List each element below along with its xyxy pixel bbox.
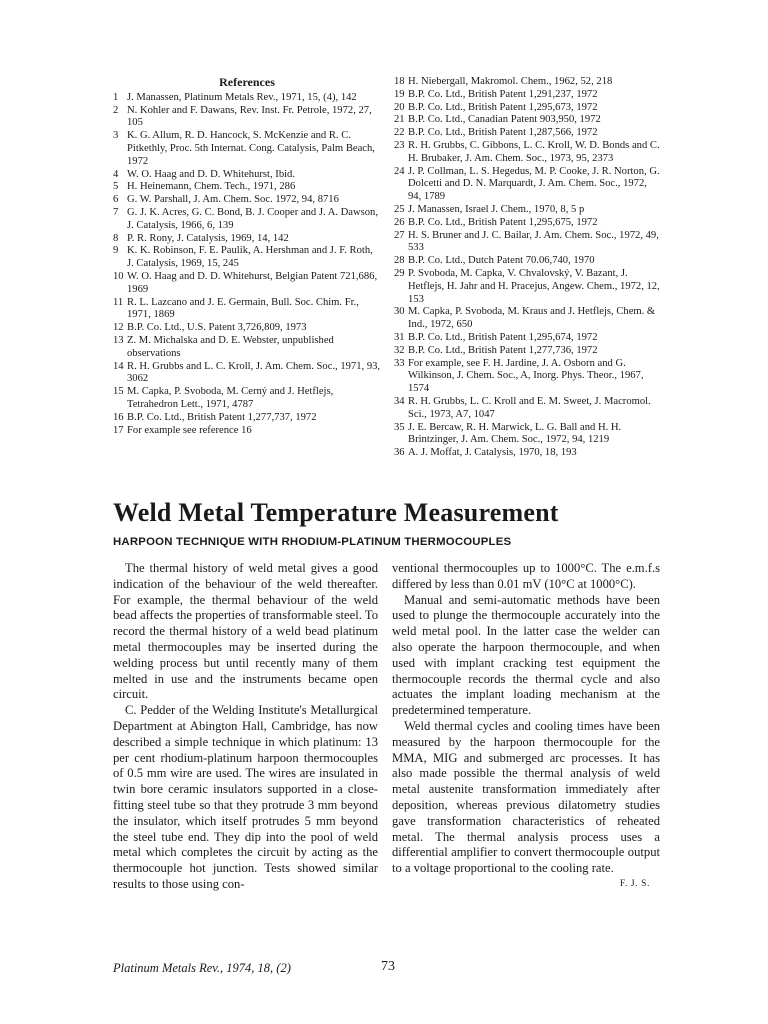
reference-item — [113, 194, 381, 207]
reference-text: M. Capka, P. Svoboda, M. Cerný and J. Hetflejs, Tetrahedron Lett., 1971, 4787 — [127, 386, 334, 410]
reference-number: 20 — [394, 101, 405, 113]
reference-text: H. Heinemann, Chem. Tech., 1971, 286 — [127, 181, 296, 193]
reference-text: B.P. Co. Ltd., Canadian Patent 903,950, 1972 — [408, 114, 601, 126]
page-number: 73 — [381, 959, 395, 974]
body-paragraph: The thermal history of weld metal gives a good indication of the behaviour of the weld thereafter. For example, the thermal behaviour of the weld bead affects the properties of transformable steel. To record the thermal history of a weld bead platinum metal thermocouples may be inserted during the welding process but until recently many of them melted in use and the instruments became open circuit. — [113, 561, 378, 702]
reference-text: W. O. Haag and D. D. Whitehurst, Belgian Patent 721,686, 1969 — [127, 270, 378, 295]
footer-citation — [113, 961, 291, 976]
author-initials: F. J. S. — [619, 878, 650, 889]
reference-text: For example see reference 16 — [127, 424, 252, 436]
reference-number: 2 — [113, 104, 119, 116]
references-heading: References — [219, 75, 275, 89]
references-column-right — [394, 76, 660, 460]
reference-number: 24 — [394, 165, 405, 177]
reference-number: 18 — [394, 76, 405, 87]
reference-text: J. Manassen, Israel J. Chem., 1970, 8, 5 p — [408, 203, 585, 215]
reference-item — [113, 425, 381, 438]
reference-item — [394, 345, 660, 358]
reference-text: R. H. Grubbs, L. C. Kroll and E. M. Sweet, J. Macromol. Sci., 1973, A7, 1047 — [408, 395, 651, 420]
reference-text: H. Niebergall, Makromol. Chem., 1962, 52, 218 — [408, 76, 613, 87]
reference-number: 34 — [394, 395, 405, 407]
reference-text: H. S. Bruner and J. C. Bailar, J. Am. Chem. Soc., 1972, 49, 533 — [408, 229, 659, 254]
reference-item — [113, 297, 381, 323]
reference-text: Z. M. Michalska and D. E. Webster, unpublished observations — [127, 334, 334, 359]
article-subtitle: HARPOON TECHNIQUE WITH RHODIUM-PLATINUM THERMOCOUPLES — [113, 536, 512, 548]
reference-item — [113, 245, 381, 271]
reference-item — [394, 230, 660, 256]
body-paragraph: C. Pedder of the Welding Institute's Metallurgical Department at Abington Hall, Cambridge, has now described a simple technique in which platinum: 13 per cent rhodium-platinum harpoon thermocouples of 0.5 mm wire are used. The wires are insulated in twin bore ceramic insulators supported in a close-fitting steel tube so that they protrude 3 mm beyond the insulator, which itself protrudes 5 mm beyond the steel tube end. They dip into the pool of weld metal which completes the circuit by acting as the thermocouple hot junction. Tests showed similar results to those using con- — [113, 703, 378, 891]
reference-text: J. P. Collman, L. S. Hegedus, M. P. Cooke, J. R. Norton, G. Dolcetti and D. N. Marquardt, J. Am. Chem. Soc., 1972, 94, 1789 — [408, 165, 660, 203]
reference-item — [394, 76, 660, 89]
reference-number: 19 — [394, 88, 405, 100]
reference-text: B.P. Co. Ltd., British Patent 1,295,675, 1972 — [408, 216, 598, 228]
reference-number: 12 — [113, 322, 124, 334]
reference-text: B.P. Co. Ltd., British Patent 1,277,737, 1972 — [127, 411, 317, 423]
reference-item — [394, 204, 660, 217]
reference-item — [394, 140, 660, 166]
reference-number: 22 — [394, 127, 405, 139]
reference-text: G. W. Parshall, J. Am. Chem. Soc. 1972, 94, 8716 — [127, 194, 339, 206]
reference-number: 11 — [113, 296, 124, 308]
footer-journal-issue: , 1974, 18, (2) — [220, 961, 291, 975]
reference-item — [113, 181, 381, 194]
reference-item — [113, 361, 381, 387]
reference-text: K. G. Allum, R. D. Hancock, S. McKenzie and R. C. Pitkethly, Proc. 5th Internat. Cong. Catalysis, Palm Beach, 1972 — [127, 130, 375, 167]
reference-text: N. Kohler and F. Dawans, Rev. Inst. Fr. Petrole, 1972, 27, 105 — [127, 104, 372, 129]
reference-item — [113, 412, 381, 425]
reference-number: 8 — [113, 232, 119, 244]
reference-item — [394, 127, 660, 140]
reference-text: B.P. Co. Ltd., British Patent 1,295,673, 1972 — [408, 101, 598, 113]
reference-text: B.P. Co. Ltd., British Patent 1,291,237, 1972 — [408, 88, 598, 100]
body-paragraph: Manual and semi-automatic methods have been used to plunge the thermocouple accurately into the weld metal pool. In the latter case the welder can also operate the harpoon thermocouple, and when used with implant cracking test equipment the thermocouple records the thermal cycle and also actuates the implant loading mechanism at the predetermined temperature. — [392, 592, 660, 718]
footer-journal-name: Platinum Metals Rev. — [113, 961, 221, 975]
article-body-left — [113, 561, 378, 893]
reference-number: 16 — [113, 411, 124, 423]
reference-item — [113, 207, 381, 233]
reference-number: 33 — [394, 357, 405, 369]
reference-number: 15 — [113, 386, 124, 398]
reference-text: W. O. Haag and D. D. Whitehurst, Ibid. — [127, 168, 295, 180]
reference-number: 32 — [394, 344, 405, 356]
reference-number: 7 — [113, 206, 119, 218]
reference-number: 28 — [394, 255, 405, 267]
reference-item — [113, 92, 381, 105]
reference-text: For example, see F. H. Jardine, J. A. Osborn and G. Wilkinson, J. Chem. Soc., A, Inorg. Phys. Theor., 1967, 1574 — [408, 357, 644, 395]
reference-item — [394, 102, 660, 115]
reference-text: J. Manassen, Platinum Metals Rev., 1971, 15, (4), 142 — [127, 91, 357, 103]
reference-item — [113, 335, 381, 361]
reference-text: B.P. Co. Ltd., British Patent 1,287,566, 1972 — [408, 127, 598, 139]
references-column-left — [113, 76, 381, 437]
reference-number: 6 — [113, 194, 119, 206]
reference-number: 3 — [113, 130, 119, 142]
reference-number: 29 — [394, 267, 405, 279]
reference-number: 35 — [394, 421, 405, 433]
reference-number: 21 — [394, 114, 405, 126]
reference-item — [113, 169, 381, 182]
reference-item — [113, 105, 381, 131]
reference-text: R. H. Grubbs, C. Gibbons, L. C. Kroll, W. D. Bonds and C. H. Brubaker, J. Am. Chem. Soc., 1973, 95, 2373 — [408, 139, 660, 164]
reference-text: R. L. Lazcano and J. E. Germain, Bull. Soc. Chim. Fr., 1971, 1869 — [127, 296, 359, 321]
body-paragraph — [392, 718, 660, 889]
reference-item — [113, 233, 381, 246]
references-list-left — [113, 92, 381, 438]
reference-number: 25 — [394, 203, 405, 215]
reference-item — [113, 271, 381, 297]
reference-number: 27 — [394, 229, 405, 241]
reference-number: 17 — [113, 424, 124, 436]
reference-item — [394, 166, 660, 204]
reference-number: 23 — [394, 139, 405, 151]
reference-text: K. K. Robinson, F. E. Paulik, A. Hershman and J. F. Roth, J. Catalysis, 1969, 15, 245 — [127, 245, 373, 270]
reference-item — [394, 396, 660, 422]
reference-text: P. Svoboda, M. Capka, V. Chvalovský, V. Bazant, J. Hetflejs, H. Jahr and H. Pracejus, Angew. Chem., 1972, 12, 153 — [408, 267, 660, 305]
reference-number: 4 — [113, 168, 119, 180]
reference-text: B.P. Co. Ltd., U.S. Patent 3,726,809, 1973 — [127, 322, 307, 334]
reference-text: G. J. K. Acres, G. C. Bond, B. J. Cooper and J. A. Dawson, J. Catalysis, 1966, 6, 139 — [127, 206, 379, 231]
reference-item — [394, 89, 660, 102]
reference-number: 31 — [394, 331, 405, 343]
reference-item — [394, 422, 660, 448]
reference-item — [394, 358, 660, 396]
reference-text: M. Capka, P. Svoboda, M. Kraus and J. Hetflejs, Chem. & Ind., 1972, 650 — [408, 306, 656, 331]
reference-item — [113, 130, 381, 168]
reference-number: 13 — [113, 334, 124, 346]
reference-item — [394, 306, 660, 332]
article-body-right — [392, 561, 660, 893]
reference-text: J. E. Bercaw, R. H. Marwick, L. G. Ball and H. H. Brintzinger, J. Am. Chem. Soc., 1972, 94, 1219 — [408, 421, 622, 446]
reference-number: 5 — [113, 181, 119, 193]
body-paragraph: ventional thermocouples up to 1000°C. The e.m.f.s differed by less than 0.01 mV (10°C at 1000°C). — [392, 561, 660, 591]
reference-text: A. J. Moffat, J. Catalysis, 1970, 18, 193 — [408, 447, 577, 459]
references-list-right — [394, 76, 660, 460]
body-paragraph-text: Weld thermal cycles and cooling times have been measured by the harpoon thermocouple for the MMA, MIG and submerged arc processes. It has also made possible the thermal analysis of weld metal austenite transformation immediately after deposition, whereas previous dilatometry studies gave transformation characteristics of reheated metal. The thermal analysis process uses a differential amplifier to convert thermocouple output to a voltage proportional to the cooling rate. — [392, 718, 660, 876]
reference-number: 36 — [394, 447, 405, 459]
reference-item — [394, 217, 660, 230]
reference-item — [394, 255, 660, 268]
reference-item — [113, 322, 381, 335]
reference-item — [394, 268, 660, 306]
reference-number: 10 — [113, 270, 124, 282]
article-title: Weld Metal Temperature Measurement — [113, 498, 559, 527]
reference-number: 30 — [394, 306, 405, 318]
reference-item — [394, 332, 660, 345]
reference-number: 1 — [113, 91, 119, 103]
reference-item — [113, 386, 381, 412]
reference-item — [394, 447, 660, 460]
reference-number: 26 — [394, 216, 405, 228]
reference-text: B.P. Co. Ltd., British Patent 1,295,674, 1972 — [408, 331, 598, 343]
reference-text: B.P. Co. Ltd., Dutch Patent 70.06,740, 1970 — [408, 255, 595, 267]
reference-item — [394, 114, 660, 127]
reference-number: 9 — [113, 245, 119, 257]
reference-text: P. R. Rony, J. Catalysis, 1969, 14, 142 — [127, 232, 289, 244]
reference-text: B.P. Co. Ltd., British Patent 1,277,736, 1972 — [408, 344, 598, 356]
reference-number: 14 — [113, 360, 124, 372]
reference-text: R. H. Grubbs and L. C. Kroll, J. Am. Chem. Soc., 1971, 93, 3062 — [127, 360, 381, 385]
